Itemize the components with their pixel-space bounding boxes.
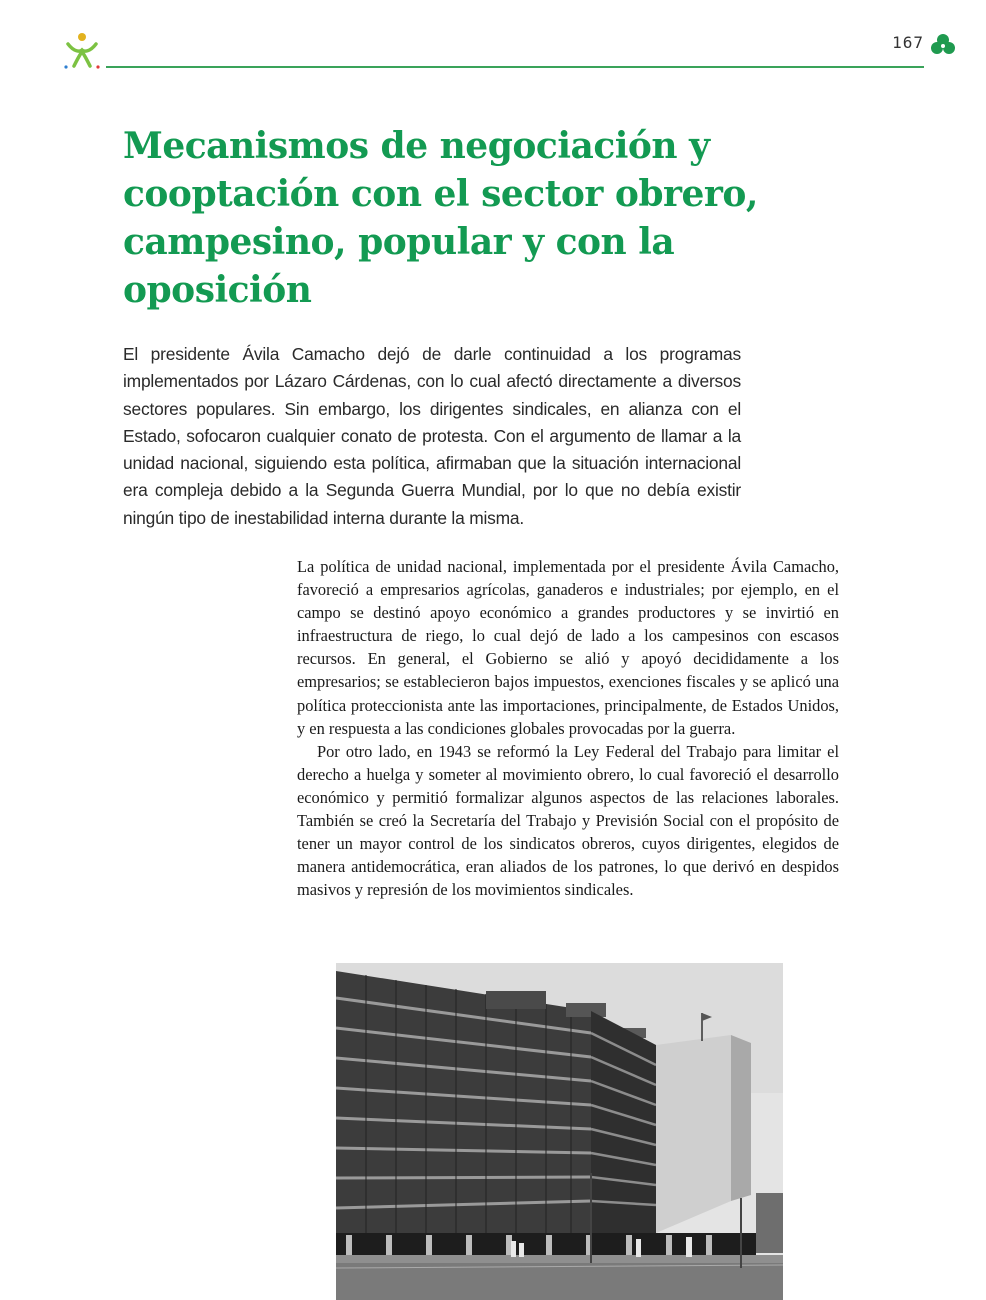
body-paragraph: La política de unidad nacional, implementada por el presidente Ávila Camacho, favoreció a empresarios agrícolas, ganaderos e industriales; por ejemplo, en el campo se destinó apoyo económico a grandes productores y se invirtió en infraestructura de riego, lo cual dejó de lado a los campesinos con escasos recursos. En general, el Gobierno se alió y apoyó decididamente a los empresarios; se establecieron bajos impuestos, exenciones fiscales y se aplicó una política proteccionista ante las importaciones, principalmente, de Estados Unidos, y en respuesta a las condiciones globales provocadas por la guerra. [297,557,839,738]
trefoil-icon [930,33,956,57]
body-paragraph: Por otro lado, en 1943 se reformó la Ley Federal del Trabajo para limitar el derecho a huelga y someter al movimiento obrero, lo cual favoreció el desarrollo económico y permitió formalizar algunos aspectos de las relaciones laborales. También se creó la Secretaría del Trabajo y Previsión Social con el propósito de tener un mayor control de los sindicatos obreros, cuyos dirigentes, elegidos de manera antidemocrática, eran aliados de los patrones, lo que derivó en despidos masivos y represión de los movimientos sindicales. [297,741,839,900]
header-rule [106,66,924,68]
page-title: Mecanismos de negociación y cooptación con el sector obrero, campesino, popular y con la oposición [123,125,758,311]
building-photo [336,963,783,1300]
figure-logo-icon [60,30,104,74]
body-text [297,555,839,901]
page-number: 167 [892,33,924,52]
intro-paragraph: El presidente Ávila Camacho dejó de darle continuidad a los programas implementados por Lázaro Cárdenas, con lo cual afectó directamente a diversos sectores populares. Sin embargo, los dirigentes sindicales, en alianza con el Estado, sofocaron cualquier conato de protesta. Con el argumento de llamar a la unidad nacional, siguiendo esta política, afirmaban que la situación internacional era compleja debido a la Segunda Guerra Mundial, por lo que no debía existir ningún tipo de inestabilidad interna durante la misma. [123,344,741,528]
